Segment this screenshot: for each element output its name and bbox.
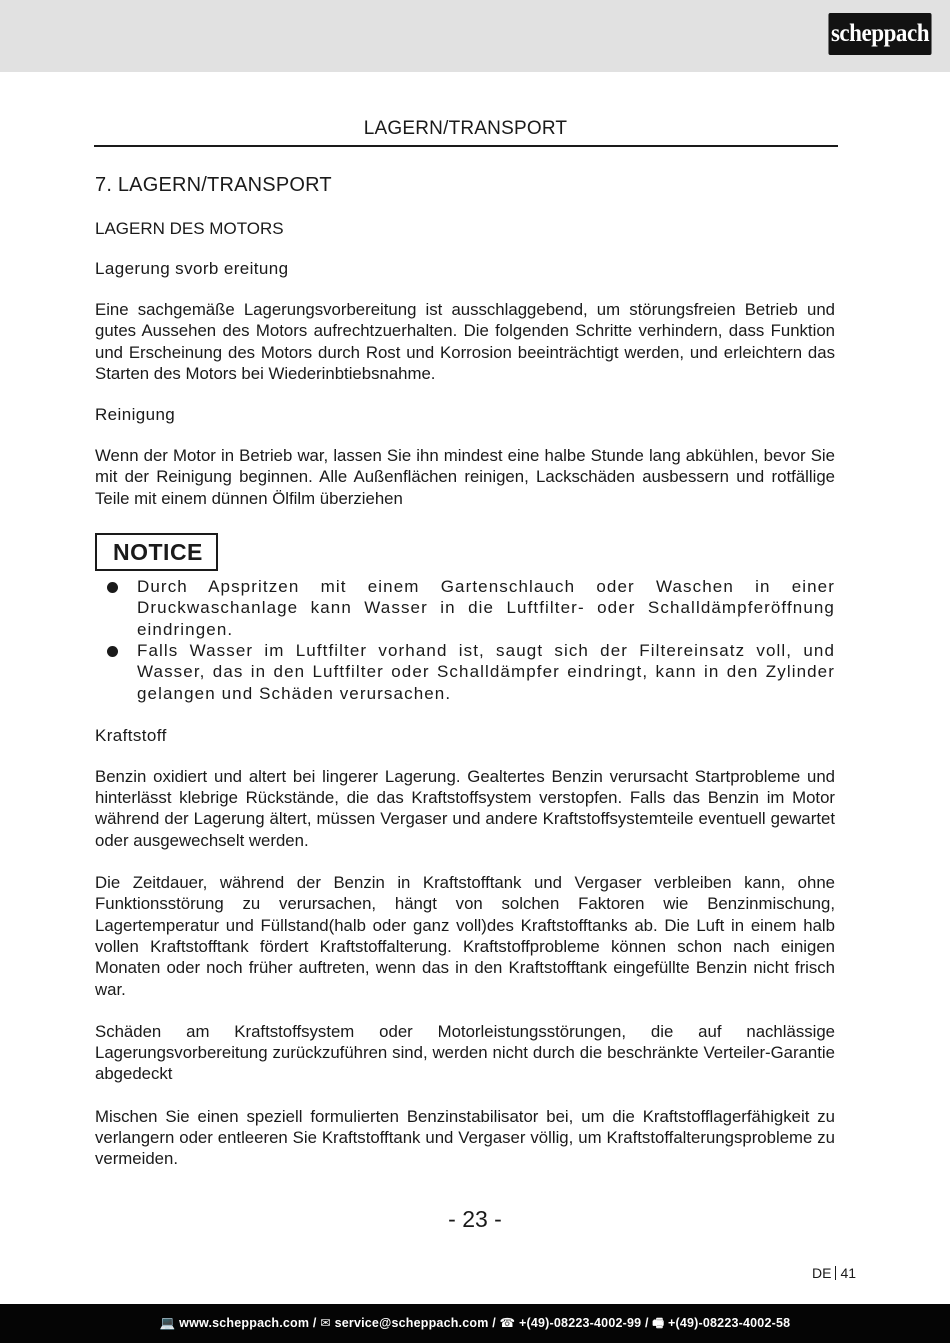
page-ref-divider bbox=[835, 1266, 836, 1280]
bullet-icon bbox=[107, 582, 118, 593]
header-divider bbox=[94, 145, 838, 147]
bullet-icon bbox=[107, 646, 118, 657]
main-content bbox=[95, 174, 835, 1191]
section-title: LAGERN DES MOTORS bbox=[95, 219, 284, 238]
paragraph-storage-prep: Eine sachgemäße Lagerungsvorbereitung ist ausschlaggebend, um störungsfreien Betrieb und gutes Aussehen des Motors aufrechtzuerhalten. Die folgenden Schritte verhindern, dass Funktion und Erscheinung des Motors durch Rost und Korrosion beeinträchtigt werden, und erleichtern das Starten des Motors bei Wiederinbtiebsnahme. bbox=[95, 300, 835, 383]
global-page-number: 41 bbox=[840, 1265, 857, 1281]
list-item bbox=[95, 576, 835, 640]
paragraph-cleaning: Wenn der Motor in Betrieb war, lassen Sie ihn mindest eine halbe Stunde lang abkühlen, bevor Sie mit der Reinigung beginnen. Alle Außenflächen reinigen, Lackschäden ausbessern und rotfällige Teile mit einem dünnen Ölfilm überziehen bbox=[95, 446, 835, 508]
subsection-title-fuel: Kraftstoff bbox=[95, 725, 167, 745]
subsection-title-cleaning: Reinigung bbox=[95, 405, 176, 425]
paragraph-stabilizer: Mischen Sie einen speziell formulierten Benzinstabilisator bei, um die Kraftstofflagerfähigkeit zu verlangern oder entleeren Sie Kraftstofftank und Vergaser völlig, um Kraftstoffalterungsprobleme zu vermeiden. bbox=[95, 1106, 835, 1169]
subsection-title-storage-prep: Lagerung svorb ereitung bbox=[95, 259, 289, 278]
scheppach-logo: scheppach bbox=[828, 13, 931, 55]
language-code: DE bbox=[812, 1265, 832, 1281]
footer-bar bbox=[0, 1304, 950, 1343]
paragraph-warranty: Schäden am Kraftstoffsystem oder Motorleistungsstörungen, die auf nachlässige Lagerungsvorbereitung zurückzuführen sind, werden nicht durch die beschränkte Verteiler-Garantie abgedeckt bbox=[95, 1021, 835, 1084]
section-header: LAGERN/TRANSPORT bbox=[363, 118, 568, 139]
paragraph-fuel-aging: Benzin oxidiert und altert bei lingerer Lagerung. Gealtertes Benzin verursacht Startprobleme und hinterlässt klebrige Rückstände, die das Kraftstoffsystem verstopfen. Falls das Benzin im Motor während der Lagerung ältert, müssen Vergaser und andere Kraftstoffsystemteile eventuell gewartet oder ausgewechselt werden. bbox=[95, 766, 835, 850]
page-number: - 23 - bbox=[448, 1206, 502, 1232]
list-item-text: Falls Wasser im Luftfilter vorhand ist, saugt sich der Filtereinsatz voll, und Wasser, das in den Luftfilter oder Schalldämpfer eindringt, kann in den Zylinder gelangen und Schäden verursachen. bbox=[137, 640, 835, 703]
list-item-text: Durch Apspritzen mit einem Gartenschlauch oder Waschen in einer Druckwaschanlage kann Wasser in die Luftfilter- oder Schalldämpferöffnung eindringen. bbox=[137, 577, 835, 639]
chapter-title: 7. LAGERN/TRANSPORT bbox=[95, 174, 332, 196]
list-item bbox=[95, 640, 835, 704]
top-bar bbox=[0, 0, 950, 72]
page-reference bbox=[812, 1265, 856, 1281]
footer-contact-line: 💻 www.scheppach.com / ✉ service@scheppach.com / ☎ +(49)-08223-4002-99 / 🖷 +(49)-08223-4002-58 bbox=[159, 1316, 791, 1330]
notice-list bbox=[95, 576, 835, 704]
paragraph-fuel-duration: Die Zeitdauer, während der Benzin in Kraftstofftank und Vergaser verbleiben kann, ohne Funktionsstörung zu verursachen, hängt von solchen Faktoren wie Benzinmischung, Lagertemperatur und Füllstand(halb oder ganz voll)des Kraftstofftanks ab. Die Luft in einem halb vollen Kraftstofftank fördert Kraftstoffalterung. Kraftstoffprobleme können schon nach einigen Monaten oder noch früher auftreten, wenn das in den Kraftstofftank eingefüllte Benzin nicht frisch war. bbox=[95, 873, 835, 999]
notice-label: NOTICE bbox=[95, 533, 218, 571]
